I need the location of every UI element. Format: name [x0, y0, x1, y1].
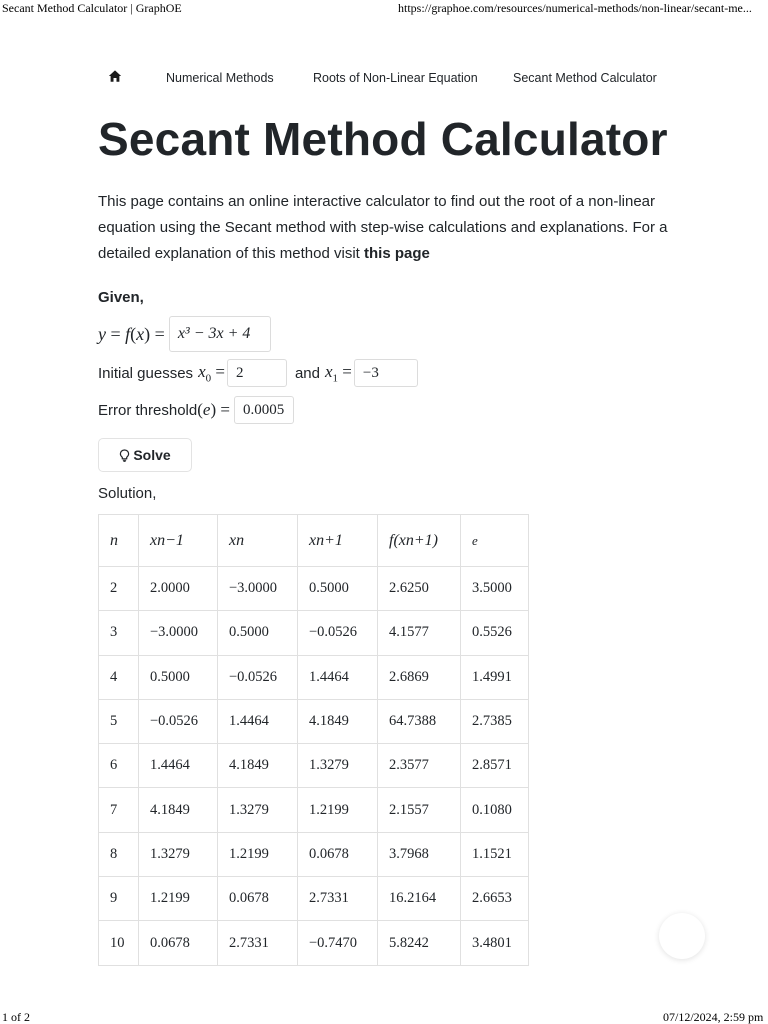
header-x-n: xn: [218, 515, 298, 567]
x0-input[interactable]: 2: [227, 359, 287, 387]
table-cell: 1.4464: [298, 655, 378, 699]
error-threshold-label: Error threshold: [98, 401, 198, 419]
table-cell: 10: [99, 921, 139, 965]
table-cell: 0.5000: [298, 567, 378, 611]
table-cell: 2.3577: [378, 744, 461, 788]
table-cell: 1.3279: [218, 788, 298, 832]
intro-paragraph: [98, 189, 698, 267]
table-row: [99, 921, 529, 965]
table-cell: 4.1849: [298, 699, 378, 743]
table-cell: 3: [99, 611, 139, 655]
breadcrumb-numerical-methods[interactable]: Numerical Methods: [166, 71, 274, 85]
print-page-title: Secant Method Calculator | GraphOE: [2, 1, 182, 15]
table-cell: 0.0678: [298, 832, 378, 876]
table-cell: 5.8242: [378, 921, 461, 965]
header-f-x-n-plus-1: f(xn+1): [378, 515, 461, 567]
table-cell: −0.7470: [298, 921, 378, 965]
table-cell: 4.1849: [218, 744, 298, 788]
print-datetime: 07/12/2024, 2:59 pm: [663, 1010, 764, 1024]
table-cell: 2.7331: [298, 877, 378, 921]
table-cell: 7: [99, 788, 139, 832]
table-cell: 3.5000: [461, 567, 529, 611]
header-error: e: [461, 515, 529, 567]
table-cell: 0.1080: [461, 788, 529, 832]
table-cell: 8: [99, 832, 139, 876]
table-cell: 2.8571: [461, 744, 529, 788]
solve-button-label: Solve: [133, 447, 171, 463]
table-cell: 0.0678: [218, 877, 298, 921]
print-footer: [0, 1010, 768, 1024]
table-cell: 2.1557: [378, 788, 461, 832]
solve-button[interactable]: [98, 438, 192, 472]
home-icon[interactable]: [108, 69, 124, 85]
table-cell: −0.0526: [298, 611, 378, 655]
lightbulb-icon: [119, 449, 130, 462]
print-page-number: 1 of 2: [2, 1010, 30, 1024]
function-row: [98, 315, 271, 353]
print-url: https://graphoe.com/resources/numerical-methods/non-linear/secant-me...: [398, 1, 752, 15]
table-cell: 1.3279: [139, 832, 218, 876]
x1-symbol: $x_1$ =: [324, 361, 352, 385]
table-cell: −3.0000: [139, 611, 218, 655]
initial-guesses-label: Initial guesses: [98, 364, 194, 382]
table-cell: 1.4464: [218, 699, 298, 743]
initial-guesses-row: [98, 359, 418, 387]
given-label: Given,: [98, 289, 144, 306]
table-cell: 2.6869: [378, 655, 461, 699]
floating-action-button[interactable]: [659, 913, 705, 959]
table-cell: 5: [99, 699, 139, 743]
breadcrumb-roots-non-linear[interactable]: Roots of Non-Linear Equation: [313, 71, 478, 85]
function-expression-label: y = f(x) =: [98, 323, 165, 344]
table-row: [99, 788, 529, 832]
error-threshold-input[interactable]: 0.0005: [234, 396, 294, 424]
table-cell: 0.0678: [139, 921, 218, 965]
header-x-n-minus-1: xn−1: [139, 515, 218, 567]
table-row: [99, 699, 529, 743]
table-cell: 3.4801: [461, 921, 529, 965]
table-cell: 2.6653: [461, 877, 529, 921]
table-row: [99, 611, 529, 655]
table-cell: 1.4464: [139, 744, 218, 788]
table-cell: 0.5526: [461, 611, 529, 655]
table-cell: 1.2199: [298, 788, 378, 832]
table-cell: 2.7331: [218, 921, 298, 965]
table-cell: 4.1849: [139, 788, 218, 832]
solution-table: [98, 514, 529, 966]
error-symbol: (e) =: [197, 400, 230, 419]
table-header-row: [99, 515, 529, 567]
table-cell: −3.0000: [218, 567, 298, 611]
table-row: [99, 655, 529, 699]
intro-text: This page contains an online interactive calculator to find out the root of a non-linear equation using the Secant method with step-wise calculations and explanations. For a detailed explanation of this method visit: [98, 193, 668, 262]
solution-label: Solution,: [98, 485, 157, 502]
method-explanation-link[interactable]: this page: [364, 245, 430, 262]
table-cell: 1.1521: [461, 832, 529, 876]
table-cell: 64.7388: [378, 699, 461, 743]
table-cell: 3.7968: [378, 832, 461, 876]
table-cell: 1.2199: [139, 877, 218, 921]
table-cell: 4.1577: [378, 611, 461, 655]
and-label: and: [294, 364, 320, 382]
table-cell: −0.0526: [139, 699, 218, 743]
breadcrumb-secant-method-calculator[interactable]: Secant Method Calculator: [513, 71, 657, 85]
x0-symbol: $x_0$ =: [198, 361, 225, 385]
table-cell: 1.3279: [298, 744, 378, 788]
table-cell: 1.4991: [461, 655, 529, 699]
table-body: [99, 567, 529, 966]
table-cell: 2.6250: [378, 567, 461, 611]
print-header: [0, 0, 768, 18]
table-cell: 6: [99, 744, 139, 788]
table-cell: 2: [99, 567, 139, 611]
table-cell: 16.2164: [378, 877, 461, 921]
header-x-n-plus-1: xn+1: [298, 515, 378, 567]
home-icon-glyph: [108, 69, 122, 83]
table-cell: 4: [99, 655, 139, 699]
table-cell: 1.2199: [218, 832, 298, 876]
table-cell: 0.5000: [218, 611, 298, 655]
table-cell: −0.0526: [218, 655, 298, 699]
table-cell: 2.7385: [461, 699, 529, 743]
header-n: n: [99, 515, 139, 567]
x1-input[interactable]: −3: [354, 359, 418, 387]
table-row: [99, 877, 529, 921]
page-title: Secant Method Calculator: [98, 113, 668, 165]
table-row: [99, 744, 529, 788]
table-row: [99, 567, 529, 611]
table-cell: 0.5000: [139, 655, 218, 699]
error-threshold-row: [98, 395, 294, 425]
table-cell: 9: [99, 877, 139, 921]
table-cell: 2.0000: [139, 567, 218, 611]
table-row: [99, 832, 529, 876]
function-input[interactable]: x³ − 3x + 4: [169, 316, 271, 352]
